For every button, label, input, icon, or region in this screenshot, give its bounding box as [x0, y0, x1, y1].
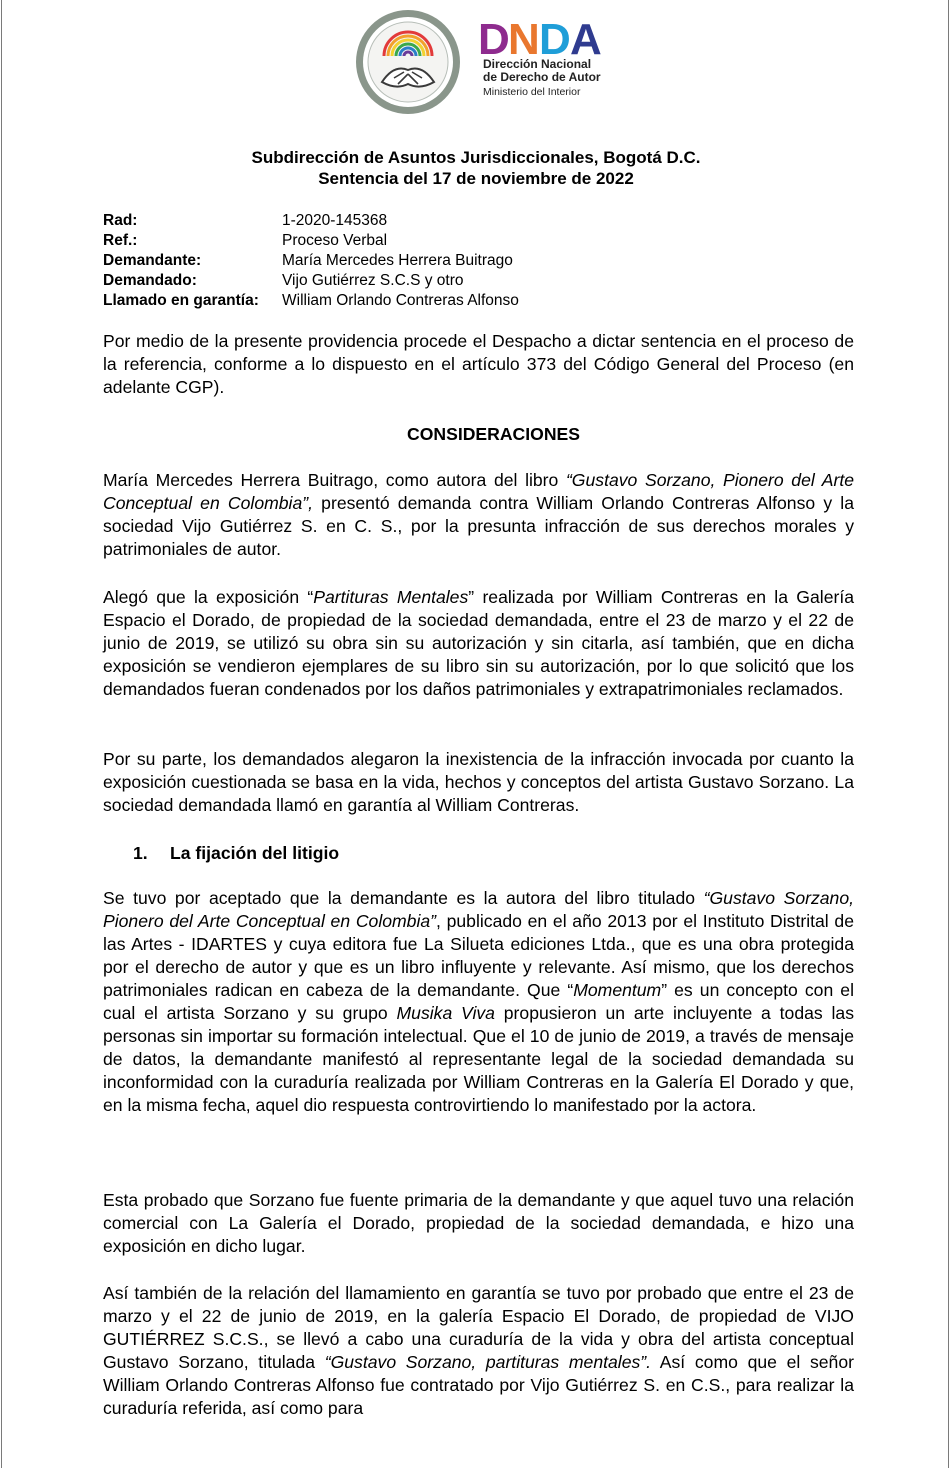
paragraph-3: Por su parte, los demandados alegaron la inexistencia de la infracción invocada por cuanto la exposición cuestionada se basa en la vida, hechos y conceptos del artista Gustavo Sorzano. La sociedad demandada llamó en garantía al William Contreras. — [103, 749, 854, 815]
header-sentence-date: Sentencia del 17 de noviembre de 2022 — [318, 169, 634, 188]
section-title-text: La fijación del litigio — [170, 843, 340, 863]
svg-text:D: D — [539, 18, 567, 58]
meta-value: Proceso Verbal — [282, 232, 388, 249]
svg-text:N: N — [508, 18, 536, 58]
meta-value: Vijo Gutiérrez S.C.S y otro — [282, 272, 464, 289]
section-1-title — [133, 842, 339, 865]
emblem-logo — [354, 8, 462, 116]
section-number: 1. — [133, 843, 148, 863]
header-office: Subdirección de Asuntos Jurisdiccionales, Bogotá D.C. — [251, 148, 701, 167]
meta-label: Llamado en garantía: — [103, 292, 259, 309]
meta-value: 1-2020-145368 — [282, 212, 388, 229]
dnda-line-3: Ministerio del Interior — [483, 86, 581, 98]
paragraph-4: Se tuvo por aceptado que la demandante es la autora del libro titulado “Gustavo Sorzano, Pionero del Arte Conceptual en Colombia”, publicado en el año 2013 por el Instituto Distrital de las Artes - IDARTES y cuya editora fue La Silueta ediciones Ltda., que es una obra protegida por el derecho de autor y que es un libro influyente y relevante. Así mismo, que los derechos patrimoniales radican en cabeza de la demandante. Que “Momentum” es un concepto con el cual el artista Sorzano y su grupo Musika Viva propusieron un arte incluyente a todas las personas sin importar su formación intelectual. Que el 10 de junio de 2019, a través de mensaje de datos, la demandante manifestó al representante legal de la sociedad demandada su inconformidad con la curaduría realizada por William Contreras en la Galería El Dorado y que, en la misma fecha, aquel dio respuesta controvirtiendo lo manifestado por la actora. — [103, 888, 855, 1115]
considerations-title: CONSIDERACIONES — [406, 424, 581, 444]
svg-text:D: D — [478, 18, 506, 58]
svg-text:A: A — [570, 18, 598, 58]
intro-paragraph: Por medio de la presente providencia procede el Despacho a dictar sentencia en el proceso de la referencia, conforme a lo dispuesto en el artículo 373 del Código General del Proceso (en adelante CGP). — [103, 331, 854, 397]
paragraph-2: Alegó que la exposición “Partituras Mentales” realizada por William Contreras en la Galería Espacio el Dorado, de propiedad de la sociedad demandada, entre el 23 de marzo y el 22 de junio de 2019, se utilizó su obra sin su autorización y sin citarla, así también, que en dicha exposición se vendieron ejemplares de su libro sin su autorización, por lo que solicitó que los demandados fueran condenados por los daños patrimoniales y extrapatrimoniales reclamados. — [103, 587, 855, 699]
meta-label: Demandante: — [103, 252, 202, 269]
meta-value: William Orlando Contreras Alfonso — [282, 292, 519, 309]
meta-label: Rad: — [103, 212, 138, 229]
meta-value: María Mercedes Herrera Buitrago — [282, 252, 513, 269]
dnda-line-1: Dirección Nacional — [483, 57, 592, 71]
dnda-logo — [478, 18, 618, 108]
paragraph-1: María Mercedes Herrera Buitrago, como autora del libro “Gustavo Sorzano, Pionero del Arte Conceptual en Colombia”, presentó demanda contra William Orlando Contreras Alfonso y la sociedad Vijo Gutiérrez S. en C. S., por la presunta infracción de sus derechos morales y patrimoniales de autor. — [103, 470, 855, 559]
meta-label: Demandado: — [103, 272, 197, 289]
dnda-line-2: de Derecho de Autor — [483, 70, 601, 84]
paragraph-6: Así también de la relación del llamamiento en garantía se tuvo por probado que entre el 23 de marzo y el 22 de junio de 2019, en la galería Espacio El Dorado, de propiedad de VIJO GUTIÉRREZ S.C.S., se llevó a cabo una curaduría de la vida y obra del artista conceptual Gustavo Sorzano, titulada “Gustavo Sorzano, partituras mentales”. Así como que el señor William Orlando Contreras Alfonso fue contratado por Vijo Gutiérrez S. en C.S., para realizar la curaduría referida, así como para — [103, 1283, 854, 1418]
paragraph-5: Esta probado que Sorzano fue fuente primaria de la demandante y que aquel tuvo una relación comercial con La Galería el Dorado, propiedad de la sociedad demandada, e hizo una exposición en dicho lugar. — [103, 1190, 854, 1256]
dnda-letters — [478, 18, 608, 58]
meta-label: Ref.: — [103, 232, 138, 249]
